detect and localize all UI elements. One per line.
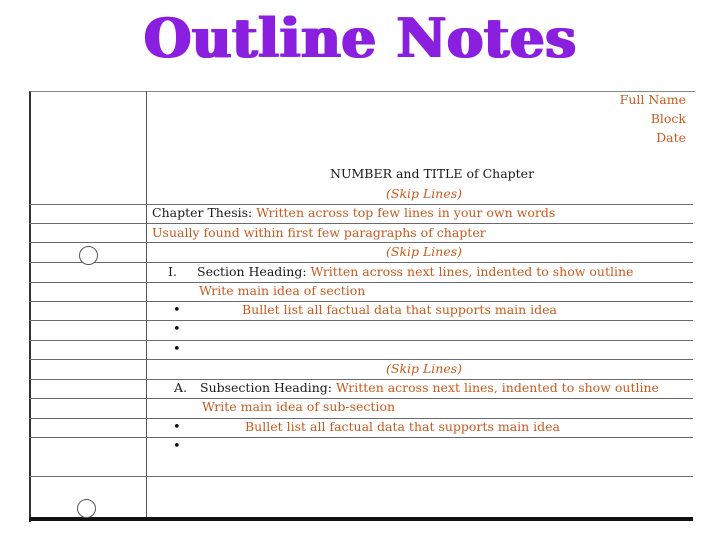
section-bullet-text: Bullet list all factual data that supports main idea — [242, 302, 558, 317]
ruled-line — [29, 437, 693, 438]
binder-hole — [77, 499, 96, 518]
thesis-line — [152, 205, 555, 220]
thesis-line-2: Usually found within first few paragraphs of chapter — [152, 225, 486, 240]
bullet: • — [173, 342, 181, 357]
date-label: Date — [656, 130, 686, 145]
section-main-idea: Write main idea of section — [199, 283, 366, 298]
subsection-letter: A. — [174, 380, 188, 395]
bullet: • — [173, 420, 181, 435]
section-heading-label: Section Heading: — [197, 264, 307, 279]
section-heading-text: Written across next lines, indented to show outline — [310, 264, 634, 279]
chapter-title: NUMBER and TITLE of Chapter — [330, 166, 535, 181]
page-title: Outline Notes — [143, 6, 577, 70]
section-heading-line — [197, 264, 633, 279]
subsection-main-idea: Write main idea of sub-section — [202, 399, 396, 414]
margin-line — [146, 91, 147, 519]
binder-hole — [79, 246, 98, 265]
ruled-line — [29, 223, 693, 224]
ruled-line — [29, 242, 693, 243]
subsection-heading-line — [200, 380, 659, 395]
ruled-line — [29, 262, 693, 263]
bullet: • — [173, 303, 181, 318]
bullet: • — [173, 322, 181, 337]
section-numeral: I. — [168, 264, 177, 279]
page-bottom-edge — [29, 517, 693, 521]
bullet: • — [173, 439, 181, 454]
thesis-text: Written across top few lines in your own words — [256, 205, 556, 220]
ruled-line — [29, 340, 693, 341]
subsection-bullet-text: Bullet list all factual data that supports main idea — [245, 419, 561, 434]
subsection-heading-label: Subsection Heading: — [200, 380, 333, 395]
ruled-line — [29, 320, 693, 321]
skip-lines-note: (Skip Lines) — [386, 361, 463, 376]
block-label: Block — [650, 111, 686, 126]
ruled-line — [29, 476, 693, 477]
skip-lines-note: (Skip Lines) — [386, 186, 463, 201]
ruled-line — [29, 359, 693, 360]
full-name-label: Full Name — [619, 92, 686, 107]
subsection-heading-text: Written across next lines, indented to show outline — [336, 380, 659, 395]
thesis-label: Chapter Thesis: — [152, 205, 253, 220]
skip-lines-note: (Skip Lines) — [386, 244, 463, 259]
